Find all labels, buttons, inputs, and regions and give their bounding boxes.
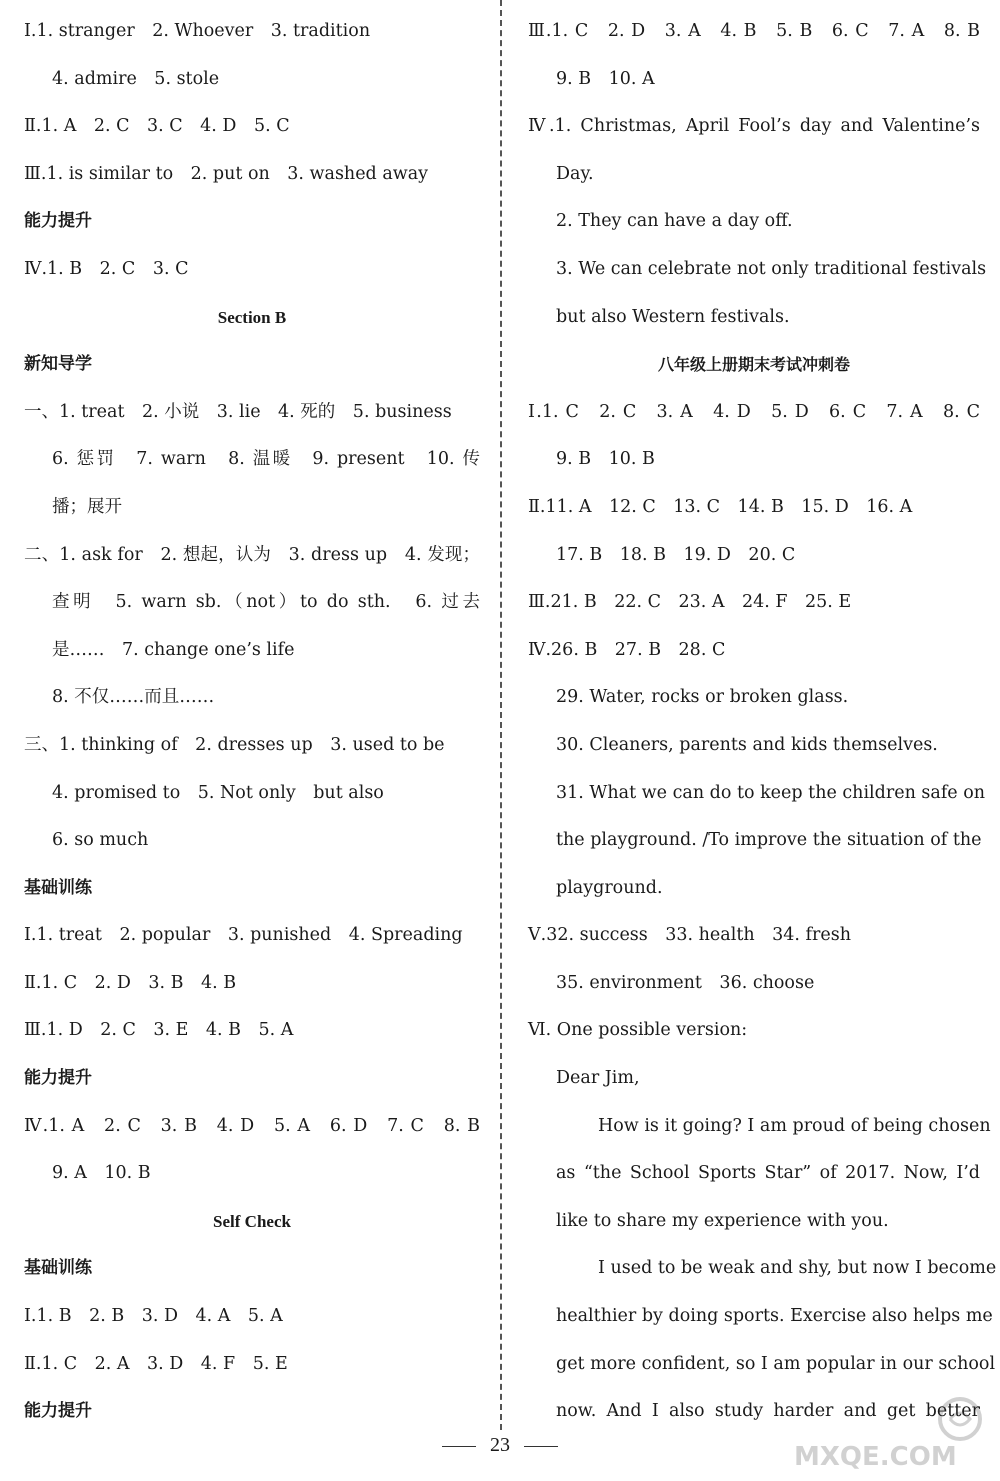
- left-answer-line: 查明 5. warn sb.（not）to do sth. 6. 过去: [52, 592, 480, 613]
- right-answer-line: Ⅵ. One possible version:: [528, 1020, 748, 1041]
- left-answer-line: Ⅱ.1. A 2. C 3. C 4. D 5. C: [24, 116, 290, 137]
- right-answer-line: the playground. /To improve the situation of the: [556, 830, 982, 851]
- right-answer-line: but also Western festivals.: [556, 306, 790, 327]
- left-answer-line: Self Check: [213, 1211, 291, 1231]
- right-answer-line: 9. B 10. A: [556, 68, 655, 89]
- right-answer-line: Ⅳ.26. B 27. B 28. C: [528, 639, 726, 660]
- left-answer-line: 基础训练: [24, 877, 92, 898]
- left-answer-line: 是…… 7. change one’s life: [52, 639, 295, 660]
- watermark-logo: [784, 1385, 984, 1475]
- right-answer-line: 30. Cleaners, parents and kids themselves.: [556, 734, 938, 755]
- left-answer-line: 4. promised to 5. Not only but also: [52, 782, 384, 803]
- right-answer-line: Ⅳ.1. Christmas, April Fool’s day and Valentine’s: [528, 116, 980, 137]
- left-answer-line: 一、1. treat 2. 小说 3. lie 4. 死的 5. business: [24, 401, 452, 422]
- right-answer-line: Ⅴ.32. success 33. health 34. fresh: [528, 925, 851, 946]
- watermark-text: MXQE.COM: [794, 1442, 957, 1472]
- left-answer-line: 6. 惩罚 7. warn 8. 温暖 9. present 10. 传: [52, 449, 480, 470]
- right-column: [528, 8, 997, 1436]
- left-answer-line: 播；展开: [52, 496, 122, 517]
- right-answer-line: 3. We can celebrate not only traditional festivals: [556, 258, 987, 279]
- left-answer-line: 三、1. thinking of 2. dresses up 3. used to be: [24, 734, 445, 755]
- right-answer-line: 9. B 10. B: [556, 449, 655, 470]
- right-answer-line: healthier by doing sports. Exercise also helps me: [556, 1306, 993, 1327]
- right-answer-line: 29. Water, rocks or broken glass.: [556, 687, 849, 708]
- right-answer-line: 八年级上册期末考试冲刺卷: [657, 355, 850, 375]
- left-answer-line: Ⅳ.1. A 2. C 3. B 4. D 5. A 6. D 7. C 8. B: [24, 1115, 480, 1136]
- left-answer-line: Ⅳ.1. B 2. C 3. C: [24, 258, 189, 279]
- left-answer-line: Ⅱ.1. C 2. D 3. B 4. B: [24, 972, 237, 993]
- left-answer-line: 9. A 10. B: [52, 1163, 151, 1184]
- right-answer-line: 35. environment 36. choose: [556, 972, 815, 993]
- left-answer-line: Ⅰ.1. treat 2. popular 3. punished 4. Spreading: [24, 925, 463, 946]
- left-answer-line: Ⅲ.1. is similar to 2. put on 3. washed away: [24, 163, 429, 184]
- left-answer-line: Ⅰ.1. B 2. B 3. D 4. A 5. A: [24, 1306, 283, 1327]
- left-answer-line: 新知导学: [24, 354, 92, 375]
- column-divider: [500, 0, 502, 1430]
- right-answer-line: Dear Jim,: [556, 1068, 640, 1089]
- right-answer-line: 31. What we can do to keep the children safe on: [556, 782, 986, 803]
- right-answer-line: Ⅱ.11. A 12. C 13. C 14. B 15. D 16. A: [528, 496, 913, 517]
- left-answer-line: Ⅲ.1. D 2. C 3. E 4. B 5. A: [24, 1020, 294, 1041]
- right-answer-line: 17. B 18. B 19. D 20. C: [556, 544, 796, 565]
- left-answer-line: 4. admire 5. stole: [52, 68, 220, 89]
- left-answer-line: Ⅱ.1. C 2. A 3. D 4. F 5. E: [24, 1353, 288, 1374]
- left-answer-line: 8. 不仅……而且……: [52, 687, 215, 708]
- left-answer-line: 6. so much: [52, 830, 149, 851]
- left-answer-line: 能力提升: [24, 1401, 92, 1422]
- right-answer-line: Ⅲ.1. C 2. D 3. A 4. B 5. B 6. C 7. A 8. B: [528, 21, 980, 41]
- right-answer-line: like to share my experience with you.: [556, 1210, 889, 1231]
- right-answer-line: I used to be weak and shy, but now I become: [598, 1258, 997, 1279]
- left-column: [24, 8, 480, 1436]
- right-answer-line: 2. They can have a day off.: [556, 211, 793, 232]
- left-answer-line: 二、1. ask for 2. 想起，认为 3. dress up 4. 发现；: [24, 544, 480, 565]
- left-answer-line: 能力提升: [24, 211, 92, 232]
- left-answer-line: 基础训练: [24, 1258, 92, 1279]
- right-answer-line: Ⅲ.21. B 22. C 23. A 24. F 25. E: [528, 592, 852, 613]
- right-answer-line: get more confident, so I am popular in our school: [556, 1353, 996, 1374]
- left-answer-line: 能力提升: [24, 1068, 92, 1089]
- right-answer-line: as “the School Sports Star” of 2017. Now, I’d: [556, 1163, 980, 1184]
- left-answer-line: Section B: [217, 307, 287, 327]
- right-answer-line: playground.: [556, 877, 663, 898]
- right-answer-line: Day.: [556, 163, 594, 184]
- left-answer-line: Ⅰ.1. stranger 2. Whoever 3. tradition: [24, 21, 371, 41]
- right-answer-line: now. And I also study harder and get better: [556, 1401, 980, 1422]
- right-answer-line: Ⅰ.1. C 2. C 3. A 4. D 5. D 6. C 7. A 8. C: [528, 401, 980, 422]
- right-answer-line: How is it going? I am proud of being chosen: [598, 1115, 991, 1136]
- page-number-text: 23: [490, 1434, 510, 1456]
